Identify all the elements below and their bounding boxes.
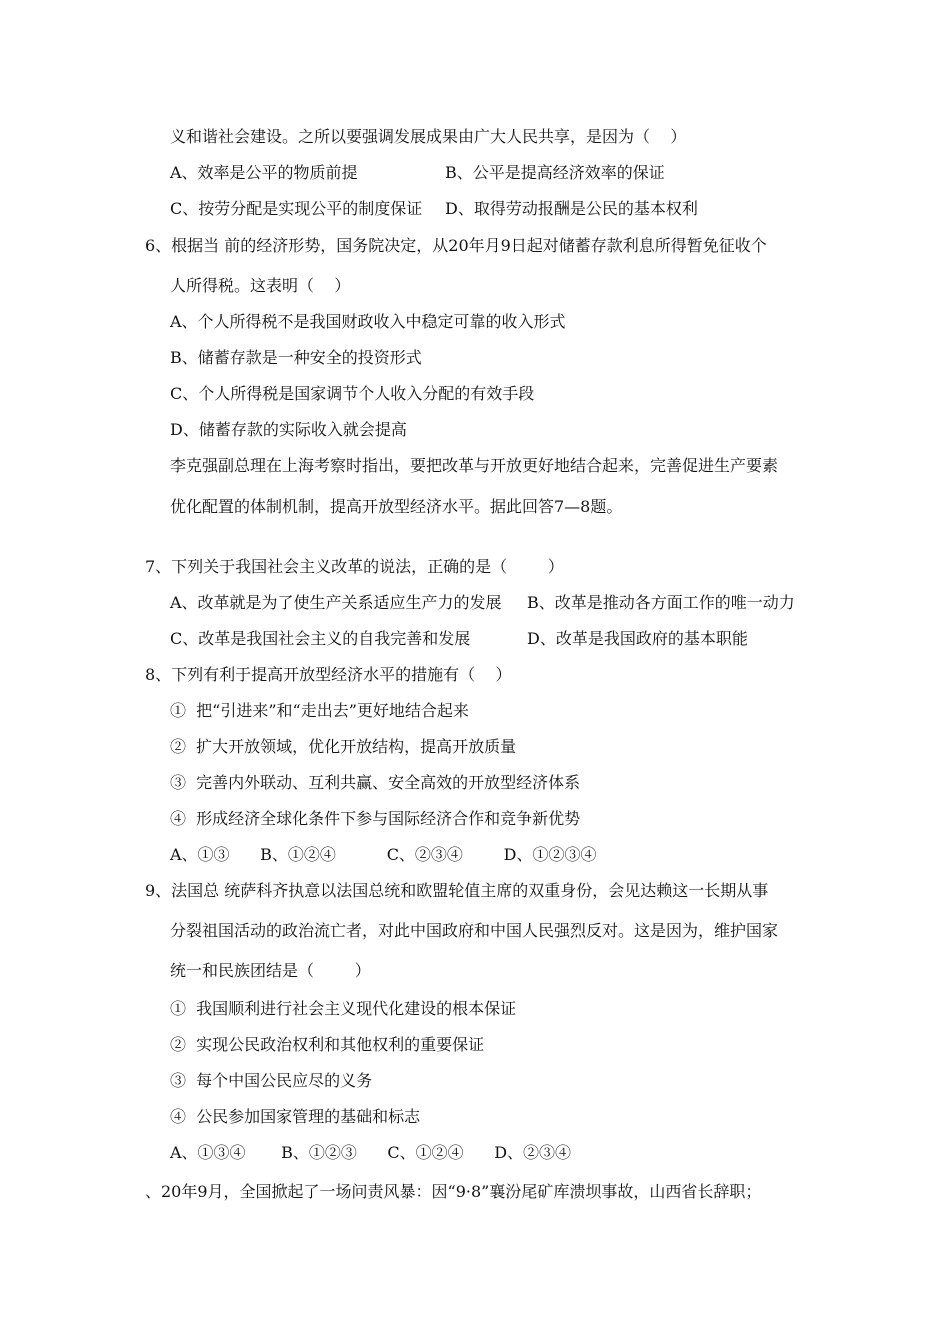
q6-option-d: D、储蓄存款的实际收入就会提高 — [170, 420, 407, 439]
q6-stem-continued: 人所得税。这表明（ ） — [170, 276, 351, 295]
q5-option-b: B、公平是提高经济效率的保证 — [445, 163, 665, 182]
q5-stem-continued: 义和谐社会建设。之所以要强调发展成果由广大人民共享，是因为（ ） — [170, 127, 687, 146]
q9-item-4: ④ 公民参加国家管理的基础和标志 — [170, 1107, 421, 1126]
q5-option-d: D、取得劳动报酬是公民的基本权利 — [445, 199, 698, 218]
q7-option-d: D、改革是我国政府的基本职能 — [527, 629, 748, 648]
passage-7-8-continued: 优化配置的体制机制，提高开放型经济水平。据此回答7—8题。 — [170, 497, 623, 516]
q7-option-c: C、改革是我国社会主义的自我完善和发展 — [170, 629, 471, 648]
q6-option-c: C、个人所得税是国家调节个人收入分配的有效手段 — [170, 384, 535, 403]
passage-7-8: 李克强副总理在上海考察时指出，要把改革与开放更好地结合起来，完善促进生产要素 — [170, 456, 779, 475]
q7-option-b: B、改革是推动各方面工作的唯一动力 — [527, 593, 795, 612]
q10-stem: 、20年9月，全国掀起了一场问责风暴：因“9·8”襄汾尾矿库溃坝事故，山西省长辞职； — [145, 1182, 762, 1201]
q7-option-a: A、改革就是为了使生产关系适应生产力的发展 — [170, 593, 502, 612]
q9-stem-continued-1: 分裂祖国活动的政治流亡者，对此中国政府和中国人民强烈反对。这是因为，维护国家 — [170, 921, 779, 940]
q9-stem: 9、法国总 统萨科齐执意以法国总统和欧盟轮值主席的双重身份，会见达赖这一长期从事 — [145, 881, 769, 900]
q6-option-b: B、储蓄存款是一种安全的投资形式 — [170, 348, 422, 367]
q8-options: A、①③ B、①②④ C、②③④ D、①②③④ — [170, 845, 597, 864]
q8-item-3: ③ 完善内外联动、互利共赢、安全高效的开放型经济体系 — [170, 773, 581, 792]
q8-item-2: ② 扩大开放领域，优化开放结构，提高开放质量 — [170, 737, 517, 756]
q8-item-4: ④ 形成经济全球化条件下参与国际经济合作和竞争新优势 — [170, 809, 581, 828]
q5-option-c: C、按劳分配是实现公平的制度保证 — [170, 199, 423, 218]
q9-options: A、①③④ B、①②③ C、①②④ D、②③④ — [170, 1143, 572, 1162]
q9-item-3: ③ 每个中国公民应尽的义务 — [170, 1071, 373, 1090]
q9-item-1: ① 我国顺利进行社会主义现代化建设的根本保证 — [170, 999, 517, 1018]
q6-option-a: A、个人所得税不是我国财政收入中稳定可靠的收入形式 — [170, 312, 566, 331]
q5-option-a: A、效率是公平的物质前提 — [170, 163, 358, 182]
q9-item-2: ② 实现公民政治权利和其他权利的重要保证 — [170, 1035, 485, 1054]
q8-item-1: ① 把“引进来”和“走出去”更好地结合起来 — [170, 701, 469, 720]
q6-stem: 6、根据当 前的经济形势，国务院决定，从20年月9日起对储蓄存款利息所得暂免征收个 — [145, 236, 767, 255]
q8-stem: 8、下列有利于提高开放型经济水平的措施有（ ） — [145, 665, 512, 684]
q9-stem-continued-2: 统一和民族团结是（ ） — [170, 961, 371, 980]
q7-stem: 7、下列关于我国社会主义改革的说法，正确的是（ ） — [145, 557, 564, 576]
